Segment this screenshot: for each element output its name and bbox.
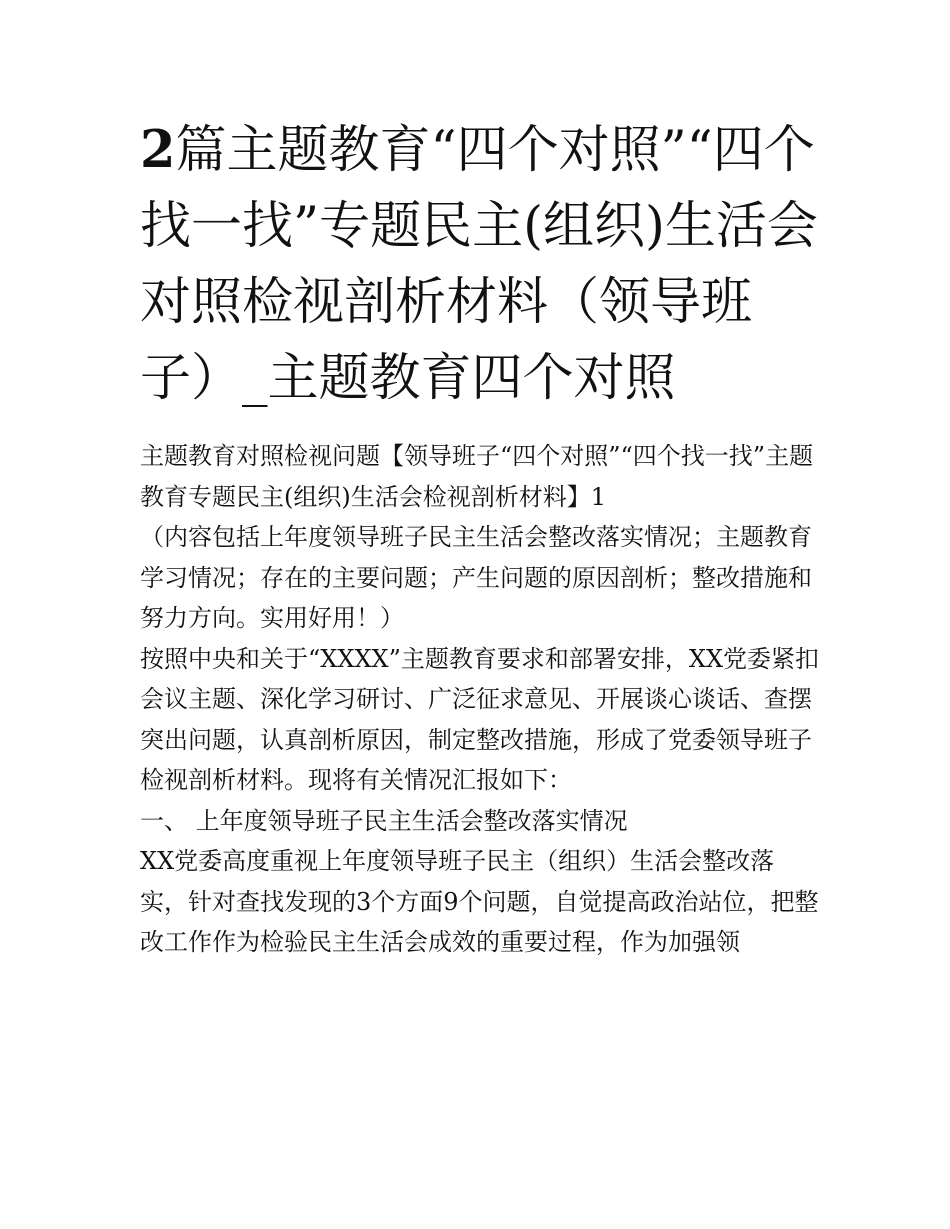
paragraph-contents-note: （内容包括上年度领导班子民主生活会整改落实情况；主题教育学习情况；存在的主要问题；产生问题的原因剖析；整改措施和努力方向。实用好用！） — [140, 523, 812, 632]
title-text: 篇主题教育“四个对照”“四个找一找”专题民主(组织)生活会对照检视剖析材料（领导班子）_主题教育四个对照 — [140, 121, 818, 408]
paragraph-subtitle: 主题教育对照检视问题【领导班子“四个对照”“四个找一找”主题教育专题民主(组织)生活会检视剖析材料】1 — [140, 442, 814, 511]
title-number: 2 — [140, 120, 176, 180]
section-heading: 一、 上年度领导班子民主生活会整改落实情况 — [140, 806, 628, 835]
paragraph-intro: 按照中央和关于“XXXX”主题教育要求和部署安排，XX党委紧扣会议主题、深化学习研讨、广泛征求意见、开展谈心谈话、查摆突出问题，认真剖析原因，制定整改措施，形成了党委领导班子检视剖析材料。现将有关情况汇报如下： — [140, 644, 820, 794]
document-title — [140, 112, 820, 417]
document-body — [140, 436, 820, 963]
paragraph-section-1: XX党委高度重视上年度领导班子民主（组织）生活会整改落实，针对查找发现的3个方面9个问题，自觉提高政治站位，把整改工作作为检验民主生活会成效的重要过程，作为加强领 — [140, 847, 819, 956]
